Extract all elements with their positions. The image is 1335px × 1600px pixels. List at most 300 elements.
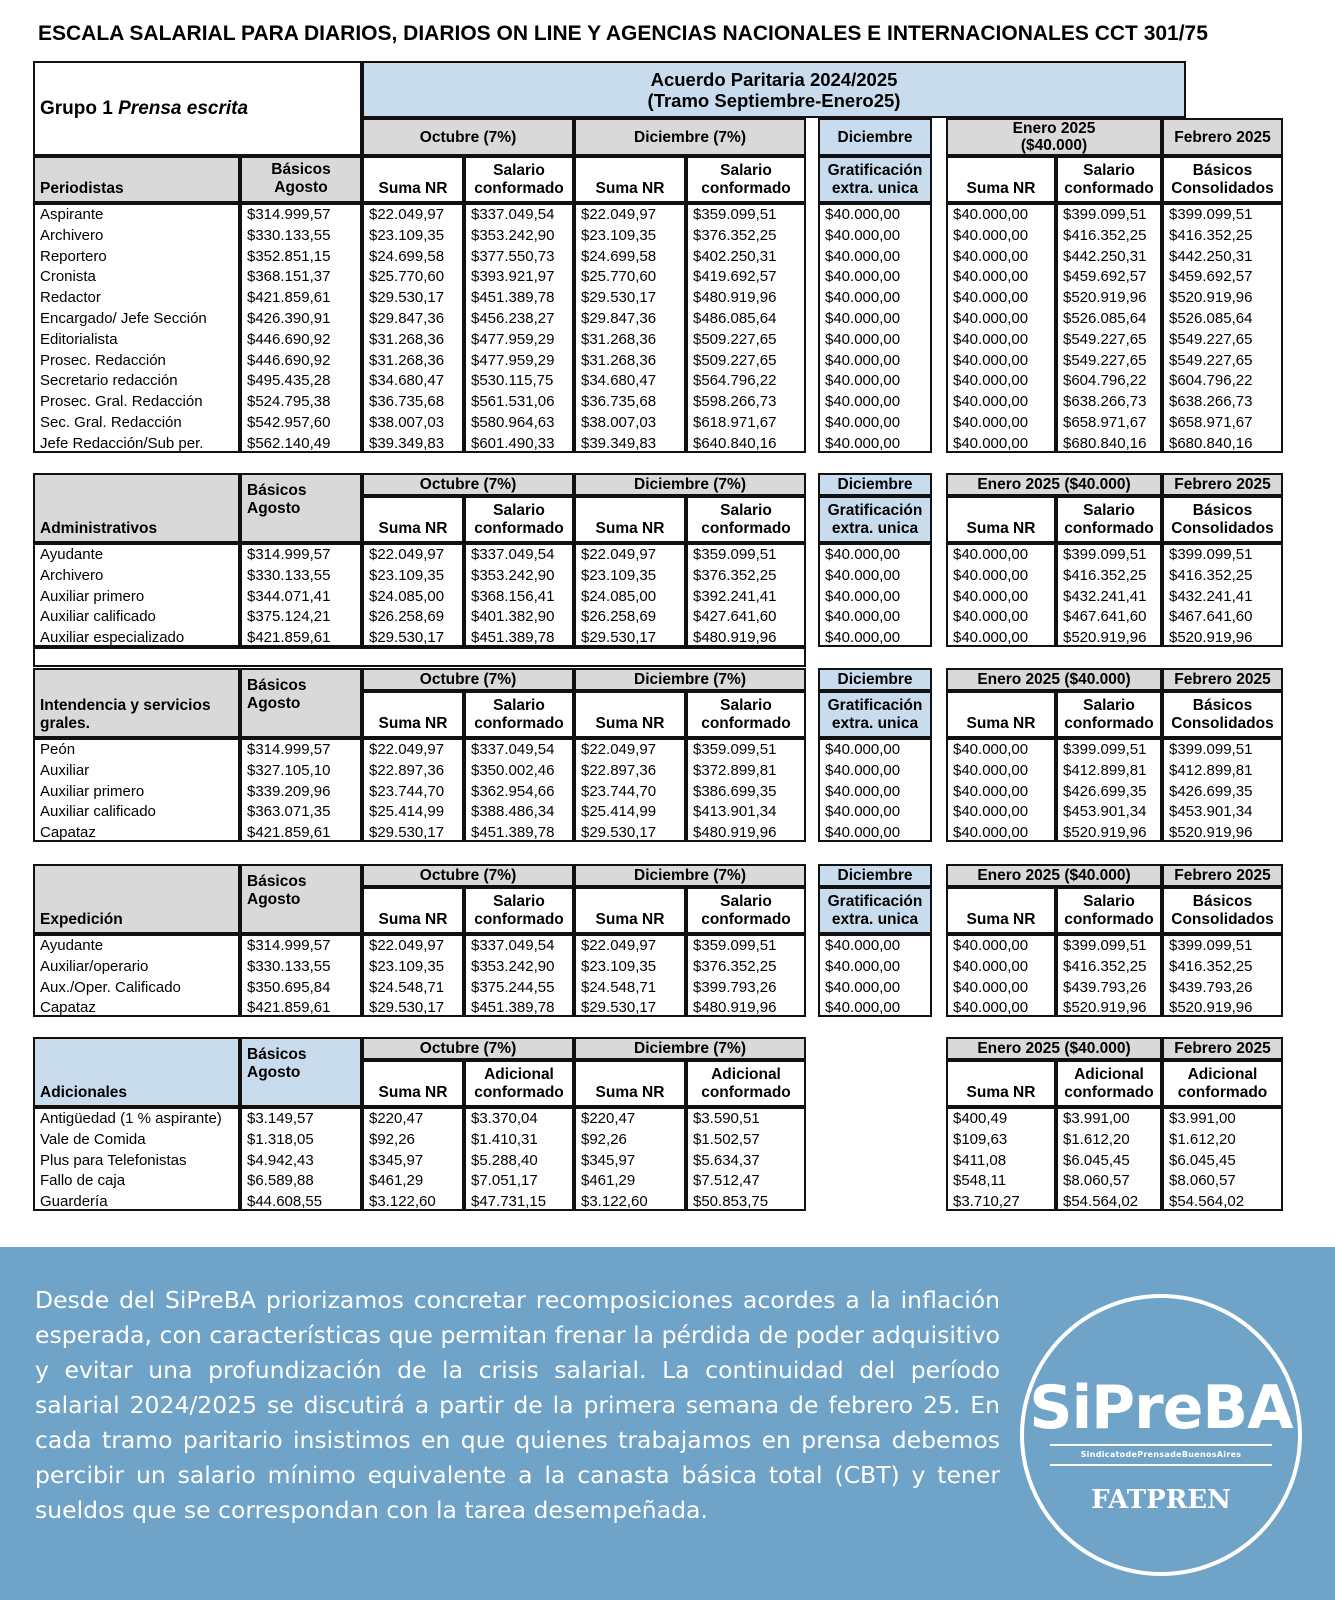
table-cell: $24.085,00 — [369, 587, 445, 605]
table-cell: $549.227,65 — [1169, 351, 1253, 369]
table-cell: $40.000,00 — [953, 761, 1029, 779]
febrero-group-label: Febrero 2025 — [1174, 1040, 1271, 1057]
row-label: Jefe Redacción/Sub per. — [40, 434, 204, 452]
info-banner — [0, 1247, 1335, 1600]
conformado-header — [1056, 887, 1162, 934]
table-cell: $480.919,96 — [693, 289, 777, 307]
conformado-header — [686, 887, 806, 934]
suma-nr-header — [946, 887, 1056, 934]
column-bas — [240, 738, 362, 842]
row-label: Fallo de caja — [40, 1172, 126, 1190]
suma-nr-header — [362, 691, 464, 738]
diciembre-grat-group — [818, 473, 932, 496]
table-cell: $3.370,04 — [471, 1110, 538, 1127]
row-label: Auxiliar primero — [40, 587, 145, 605]
table-cell: $25.414,99 — [369, 803, 445, 821]
acuerdo-title-line2: (Tramo Septiembre-Enero25) — [647, 89, 901, 111]
table-cell: $220,47 — [369, 1110, 424, 1127]
column-o1 — [362, 934, 464, 1017]
table-cell: $480.919,96 — [693, 629, 777, 647]
basicos-agosto-header — [240, 156, 362, 203]
table-cell: $564.796,22 — [693, 372, 777, 390]
category-title: Intendencia y servicios grales. — [40, 697, 211, 732]
row-label: Editorialista — [40, 330, 118, 348]
table-cell: $40.000,00 — [825, 824, 901, 842]
table-cell: $40.000,00 — [953, 782, 1029, 800]
column-o2 — [464, 543, 574, 647]
conformado-header-line1: Salario — [493, 893, 545, 910]
basicos-consolidados-header-line1: Básicos — [1192, 697, 1253, 714]
table-cell: $339.209,96 — [247, 782, 331, 800]
table-cell: $562.140,49 — [247, 434, 331, 452]
row-label: Peón — [40, 741, 76, 758]
table-cell: $376.352,25 — [693, 226, 777, 244]
table-cell: $40.000,00 — [825, 330, 901, 348]
banner-text: Desde del SiPreBA priorizamos concretar recomposiciones acordes a la inflación esperada, con características que permitan frenar la pérdida de poder adquisitivo y evitar una profundización de la crisis salarial. La continuidad del período salarial 2024/2025 se discutirá a partir de la primera semana de febrero 25. En cada tramo paritario insistimos en que quienes trabajamos en prensa debemos percibir un salario mínimo equivalente a la canasta básica total (CBT) y tener sueldos que se correspondan con la tarea desempeñada. — [35, 1286, 1000, 1524]
diciembre-grat-group-label: Diciembre — [837, 476, 913, 493]
table-cell: $421.859,61 — [247, 629, 331, 647]
conformado-header — [1056, 156, 1162, 203]
table-cell: $40.000,00 — [825, 761, 901, 779]
table-cell: $330.133,55 — [247, 226, 331, 244]
table-spacer-row — [33, 647, 806, 667]
table-cell: $368.156,41 — [471, 587, 555, 605]
conformado-header-line2: conformado — [701, 520, 791, 537]
enero-group — [946, 864, 1162, 887]
table-cell: $40.000,00 — [953, 309, 1029, 327]
table-cell: $7.051,17 — [471, 1172, 538, 1190]
table-cell: $25.770,60 — [581, 268, 657, 286]
basicos-consolidados-header — [1162, 691, 1283, 738]
table-cell: $439.793,26 — [1063, 978, 1147, 996]
table-cell: $412.899,81 — [1063, 761, 1147, 779]
octubre-group-label: Octubre (7%) — [419, 671, 517, 688]
table-cell: $44.608,55 — [247, 1193, 323, 1211]
table-cell: $376.352,25 — [693, 957, 777, 975]
suma-nr-header-label: Suma NR — [378, 715, 448, 732]
conformado-header-line2: conformado — [474, 911, 564, 928]
table-cell: $5.634,37 — [693, 1151, 760, 1169]
row-label: Sec. Gral. Redacción — [40, 413, 182, 431]
table-cell: $337.049,54 — [471, 741, 555, 758]
table-cell: $658.971,67 — [1063, 413, 1147, 431]
table-cell: $393.921,97 — [471, 268, 555, 286]
table-cell: $426.390,91 — [247, 309, 331, 327]
diciembre-group — [574, 864, 806, 887]
table-cell: $377.550,73 — [471, 247, 555, 265]
gratificacion-header — [818, 691, 932, 738]
table-cell: $29.530,17 — [369, 629, 445, 647]
table-cell: $350.002,46 — [471, 761, 555, 779]
table-cell: $40.000,00 — [953, 937, 1029, 954]
octubre-group — [362, 118, 574, 156]
suma-nr-header — [574, 156, 686, 203]
gratificacion-header-line1: Gratificación — [827, 893, 923, 910]
table-cell: $40.000,00 — [953, 803, 1029, 821]
table-cell: $363.071,35 — [247, 803, 331, 821]
table-cell: $604.796,22 — [1169, 372, 1253, 390]
table-cell: $40.000,00 — [825, 741, 901, 758]
suma-nr-header — [574, 1060, 686, 1107]
table-cell: $480.919,96 — [693, 824, 777, 842]
table-cell: $40.000,00 — [953, 957, 1029, 975]
conformado-header-line2: conformado — [1064, 715, 1154, 732]
table-cell: $461,29 — [369, 1172, 424, 1190]
column-o2 — [464, 1107, 574, 1211]
table-cell: $601.490,33 — [471, 434, 555, 452]
table-cell: $40.000,00 — [825, 289, 901, 307]
table-cell: $416.352,25 — [1063, 957, 1147, 975]
febrero-group-label: Febrero 2025 — [1174, 128, 1271, 146]
category-label — [33, 668, 240, 738]
table-cell: $359.099,51 — [693, 937, 777, 954]
row-label: Reportero — [40, 247, 107, 265]
column-bas — [240, 934, 362, 1017]
table-cell: $23.109,35 — [369, 566, 445, 584]
column-d1 — [574, 203, 686, 453]
basicos-header-line1: Básicos — [247, 482, 307, 499]
table-cell: $29.847,36 — [581, 309, 657, 327]
table-cell: $40.000,00 — [953, 629, 1029, 647]
febrero-group — [1162, 473, 1283, 496]
column-e1 — [946, 203, 1056, 453]
column-d2 — [686, 738, 806, 842]
febrero-group — [1162, 864, 1283, 887]
conformado-header-line2: conformado — [701, 1084, 791, 1101]
table-cell: $330.133,55 — [247, 957, 331, 975]
gratificacion-header-line2: extra. unica — [831, 911, 919, 928]
table-cell: $40.000,00 — [825, 226, 901, 244]
table-cell: $40.000,00 — [953, 351, 1029, 369]
table-cell: $327.105,10 — [247, 761, 331, 779]
diciembre-group-label: Diciembre (7%) — [634, 1040, 746, 1057]
table-cell: $3.590,51 — [693, 1110, 760, 1127]
table-cell: $549.227,65 — [1063, 330, 1147, 348]
column-f — [1162, 738, 1283, 842]
table-cell: $350.695,84 — [247, 978, 331, 996]
diciembre-grat-group-label: Diciembre — [837, 671, 913, 688]
table-cell: $416.352,25 — [1169, 957, 1253, 975]
suma-nr-header — [362, 156, 464, 203]
acuerdo-header — [362, 61, 1186, 118]
row-label: Capataz — [40, 999, 96, 1017]
table-cell: $36.735,68 — [369, 393, 445, 411]
table-cell: $542.957,60 — [247, 413, 331, 431]
table-cell: $4.942,43 — [247, 1151, 314, 1169]
gratificacion-header-line1: Gratificación — [827, 697, 923, 714]
conformado-header-line1: Salario — [1083, 893, 1135, 910]
table-cell: $24.548,71 — [369, 978, 445, 996]
column-d1 — [574, 543, 686, 647]
basicos-consolidados-header-line2: Consolidados — [1171, 180, 1274, 197]
conformado-header-line1: Salario — [493, 162, 545, 179]
table-cell: $23.109,35 — [581, 226, 657, 244]
gratificacion-header — [818, 887, 932, 934]
table-cell: $40.000,00 — [953, 608, 1029, 626]
conformado-header-line2: conformado — [701, 180, 791, 197]
enero-group — [946, 118, 1162, 156]
column-g — [818, 738, 932, 842]
column-g — [818, 543, 932, 647]
octubre-group — [362, 864, 574, 887]
table-cell: $520.919,96 — [1063, 824, 1147, 842]
suma-nr-header-label: Suma NR — [595, 911, 665, 928]
table-cell: $456.238,27 — [471, 309, 555, 327]
table-cell: $40.000,00 — [953, 546, 1029, 563]
table-cell: $26.258,69 — [581, 608, 657, 626]
diciembre-group-label: Diciembre (7%) — [634, 128, 746, 146]
column-cat — [33, 934, 240, 1017]
table-cell: $442.250,31 — [1169, 247, 1253, 265]
table-cell: $8.060,57 — [1063, 1172, 1130, 1190]
suma-nr-header-label: Suma NR — [595, 520, 665, 537]
logo-name: SiPreBA — [1029, 1373, 1293, 1443]
row-label: Auxiliar calificado — [40, 608, 156, 626]
table-cell: $451.389,78 — [471, 289, 555, 307]
table-cell: $368.151,37 — [247, 268, 331, 286]
table-cell: $337.049,54 — [471, 937, 555, 954]
table-cell: $467.641,60 — [1169, 608, 1253, 626]
table-cell: $6.045,45 — [1169, 1151, 1236, 1169]
table-cell: $109,63 — [953, 1130, 1008, 1148]
suma-nr-header — [574, 496, 686, 543]
table-cell: $399.099,51 — [1063, 741, 1147, 758]
table-cell: $29.530,17 — [581, 629, 657, 647]
basicos-consolidados-header — [1162, 887, 1283, 934]
column-e2 — [1056, 543, 1162, 647]
table-cell: $399.099,51 — [1169, 206, 1253, 223]
category-title: Expedición — [40, 911, 123, 928]
row-label: Archivero — [40, 566, 104, 584]
table-cell: $520.919,96 — [1169, 999, 1253, 1017]
column-bas — [240, 543, 362, 647]
gratificacion-header-line2: extra. unica — [831, 715, 919, 732]
conformado-header-line1: Salario — [720, 162, 772, 179]
table-cell: $29.530,17 — [581, 999, 657, 1017]
table-cell: $421.859,61 — [247, 824, 331, 842]
conformado-header-line2: conformado — [701, 715, 791, 732]
row-label: Prosec. Gral. Redacción — [40, 393, 203, 411]
table-cell: $442.250,31 — [1063, 247, 1147, 265]
table-cell: $40.000,00 — [825, 803, 901, 821]
table-cell: $24.699,58 — [369, 247, 445, 265]
enero-group-label: Enero 2025 ($40.000) — [977, 671, 1131, 688]
table-cell: $399.099,51 — [1063, 206, 1147, 223]
basicos-consolidados-header-line1: Básicos — [1192, 893, 1253, 910]
suma-nr-header-label: Suma NR — [595, 180, 665, 197]
table-cell: $446.690,92 — [247, 351, 331, 369]
page-title: ESCALA SALARIAL PARA DIARIOS, DIARIOS ON LINE Y AGENCIAS NACIONALES E INTERNACIONALES CCT 301/75 — [38, 22, 1208, 45]
table-cell: $23.109,35 — [369, 226, 445, 244]
column-cat — [33, 738, 240, 842]
table-cell: $22.897,36 — [369, 761, 445, 779]
table-cell: $3.710,27 — [953, 1193, 1020, 1211]
basicos-consolidados-header — [1162, 156, 1283, 203]
table-cell: $22.049,97 — [369, 741, 445, 758]
table-cell: $314.999,57 — [247, 741, 331, 758]
suma-nr-header-label: Suma NR — [966, 715, 1036, 732]
table-cell: $40.000,00 — [953, 330, 1029, 348]
column-d2 — [686, 1107, 806, 1211]
basicos-header-line2: Agosto — [247, 1064, 301, 1081]
table-cell: $40.000,00 — [825, 393, 901, 411]
table-cell: $40.000,00 — [953, 566, 1029, 584]
table-cell: $40.000,00 — [825, 566, 901, 584]
conformado-header — [464, 691, 574, 738]
table-cell: $1.318,05 — [247, 1130, 314, 1148]
febrero-group-label: Febrero 2025 — [1174, 867, 1271, 884]
table-cell: $24.548,71 — [581, 978, 657, 996]
table-cell: $40.000,00 — [953, 393, 1029, 411]
table-cell: $401.382,90 — [471, 608, 555, 626]
conformado-header-line1: Salario — [720, 893, 772, 910]
table-cell: $359.099,51 — [693, 741, 777, 758]
logo-divider — [1050, 1464, 1272, 1466]
basicos-agosto-header — [240, 473, 362, 543]
conformado-header — [686, 496, 806, 543]
table-cell: $23.744,70 — [369, 782, 445, 800]
table-cell: $372.899,81 — [693, 761, 777, 779]
conformado-header-line2: conformado — [1064, 1084, 1154, 1101]
table-cell: $604.796,22 — [1063, 372, 1147, 390]
table-cell: $520.919,96 — [1063, 289, 1147, 307]
table-cell: $3.122,60 — [581, 1193, 648, 1211]
table-cell: $40.000,00 — [825, 587, 901, 605]
table-cell: $8.060,57 — [1169, 1172, 1236, 1190]
table-cell: $432.241,41 — [1063, 587, 1147, 605]
table-cell: $386.699,35 — [693, 782, 777, 800]
table-cell: $451.389,78 — [471, 824, 555, 842]
table-cell: $495.435,28 — [247, 372, 331, 390]
table-cell: $40.000,00 — [953, 824, 1029, 842]
table-cell: $432.241,41 — [1169, 587, 1253, 605]
column-o2 — [464, 738, 574, 842]
column-e2 — [1056, 738, 1162, 842]
table-cell: $31.268,36 — [369, 330, 445, 348]
table-cell: $40.000,00 — [825, 978, 901, 996]
suma-nr-header-label: Suma NR — [595, 715, 665, 732]
table-cell: $362.954,66 — [471, 782, 555, 800]
basicos-consolidados-header — [1162, 496, 1283, 543]
category-label — [33, 1037, 240, 1107]
category-title: Adicionales — [40, 1084, 127, 1101]
table-cell: $40.000,00 — [953, 434, 1029, 452]
table-cell: $40.000,00 — [825, 629, 901, 647]
table-cell: $1.612,20 — [1169, 1130, 1236, 1148]
basicos-consolidados-header-line1: Básicos — [1192, 162, 1253, 179]
diciembre-group — [574, 118, 806, 156]
diciembre-group — [574, 1037, 806, 1060]
basicos-header-line1: Básicos — [271, 161, 331, 178]
table-cell: $427.641,60 — [693, 608, 777, 626]
conformado-header — [686, 156, 806, 203]
row-label: Antigüedad (1 % aspirante) — [40, 1110, 222, 1127]
table-cell: $40.000,00 — [825, 413, 901, 431]
row-label: Ayudante — [40, 937, 104, 954]
table-cell: $413.901,34 — [693, 803, 777, 821]
table-cell: $345,97 — [369, 1151, 424, 1169]
diciembre-group — [574, 473, 806, 496]
table-cell: $40.000,00 — [953, 268, 1029, 286]
enero-group-label: Enero 2025 ($40.000) — [977, 867, 1131, 884]
suma-nr-header — [362, 887, 464, 934]
diciembre-group-label: Diciembre (7%) — [634, 867, 746, 884]
conformado-header-line2: conformado — [701, 911, 791, 928]
table-cell: $22.049,97 — [581, 546, 657, 563]
table-cell: $640.840,16 — [693, 434, 777, 452]
gratificacion-header-line1: Gratificación — [827, 162, 923, 179]
column-cat — [33, 543, 240, 647]
table-cell: $1.612,20 — [1063, 1130, 1130, 1148]
row-label: Aux./Oper. Calificado — [40, 978, 181, 996]
table-cell: $359.099,51 — [693, 546, 777, 563]
octubre-group-label: Octubre (7%) — [419, 1040, 517, 1057]
row-label: Auxiliar — [40, 761, 90, 779]
conformado-header-line1: Adicional — [484, 1066, 554, 1083]
category-label — [33, 473, 240, 543]
conformado-header-line2: conformado — [474, 1084, 564, 1101]
table-cell: $25.414,99 — [581, 803, 657, 821]
table-cell: $416.352,25 — [1169, 566, 1253, 584]
conformado-header-line2: conformado — [474, 715, 564, 732]
table-cell: $3.122,60 — [369, 1193, 436, 1211]
enero-group-label: Enero 2025 ($40.000) — [977, 1040, 1131, 1057]
table-cell: $39.349,83 — [369, 434, 445, 452]
table-cell: $36.735,68 — [581, 393, 657, 411]
conformado-header-line1: Salario — [493, 502, 545, 519]
conformado-header — [1056, 691, 1162, 738]
basicos-consolidados-header-line1: Básicos — [1192, 502, 1253, 519]
table-cell: $23.109,35 — [369, 957, 445, 975]
table-cell: $3.991,00 — [1169, 1110, 1236, 1127]
febrero-group — [1162, 118, 1283, 156]
diciembre-group — [574, 668, 806, 691]
table-cell: $25.770,60 — [369, 268, 445, 286]
table-cell: $680.840,16 — [1169, 434, 1253, 452]
row-label: Cronista — [40, 268, 96, 286]
suma-nr-header — [946, 156, 1056, 203]
table-cell: $549.227,65 — [1063, 351, 1147, 369]
table-cell: $421.859,61 — [247, 289, 331, 307]
suma-nr-header — [946, 496, 1056, 543]
logo-divider — [1050, 1444, 1272, 1446]
table-cell: $1.502,57 — [693, 1130, 760, 1148]
basicos-header-line1: Básicos — [247, 1046, 307, 1063]
diciembre-grat-group-label: Diciembre — [837, 128, 913, 146]
column-o1 — [362, 543, 464, 647]
table-cell: $402.250,31 — [693, 247, 777, 265]
column-e1 — [946, 738, 1056, 842]
table-cell: $421.859,61 — [247, 999, 331, 1017]
table-cell: $509.227,65 — [693, 351, 777, 369]
enero-group — [946, 1037, 1162, 1060]
diciembre-grat-group — [818, 864, 932, 887]
column-e2 — [1056, 934, 1162, 1017]
table-cell: $453.901,34 — [1169, 803, 1253, 821]
table-cell: $29.530,17 — [581, 289, 657, 307]
table-cell: $40.000,00 — [825, 309, 901, 327]
table-cell: $40.000,00 — [953, 226, 1029, 244]
table-cell: $54.564,02 — [1169, 1193, 1245, 1211]
table-cell: $29.847,36 — [369, 309, 445, 327]
row-label: Auxiliar calificado — [40, 803, 156, 821]
column-f — [1162, 203, 1283, 453]
table-cell: $40.000,00 — [953, 999, 1029, 1017]
diciembre-group-label: Diciembre (7%) — [634, 671, 746, 688]
conformado-header-line1: Adicional — [1074, 1066, 1144, 1083]
table-cell: $399.793,26 — [693, 978, 777, 996]
category-title: Administrativos — [40, 520, 158, 537]
